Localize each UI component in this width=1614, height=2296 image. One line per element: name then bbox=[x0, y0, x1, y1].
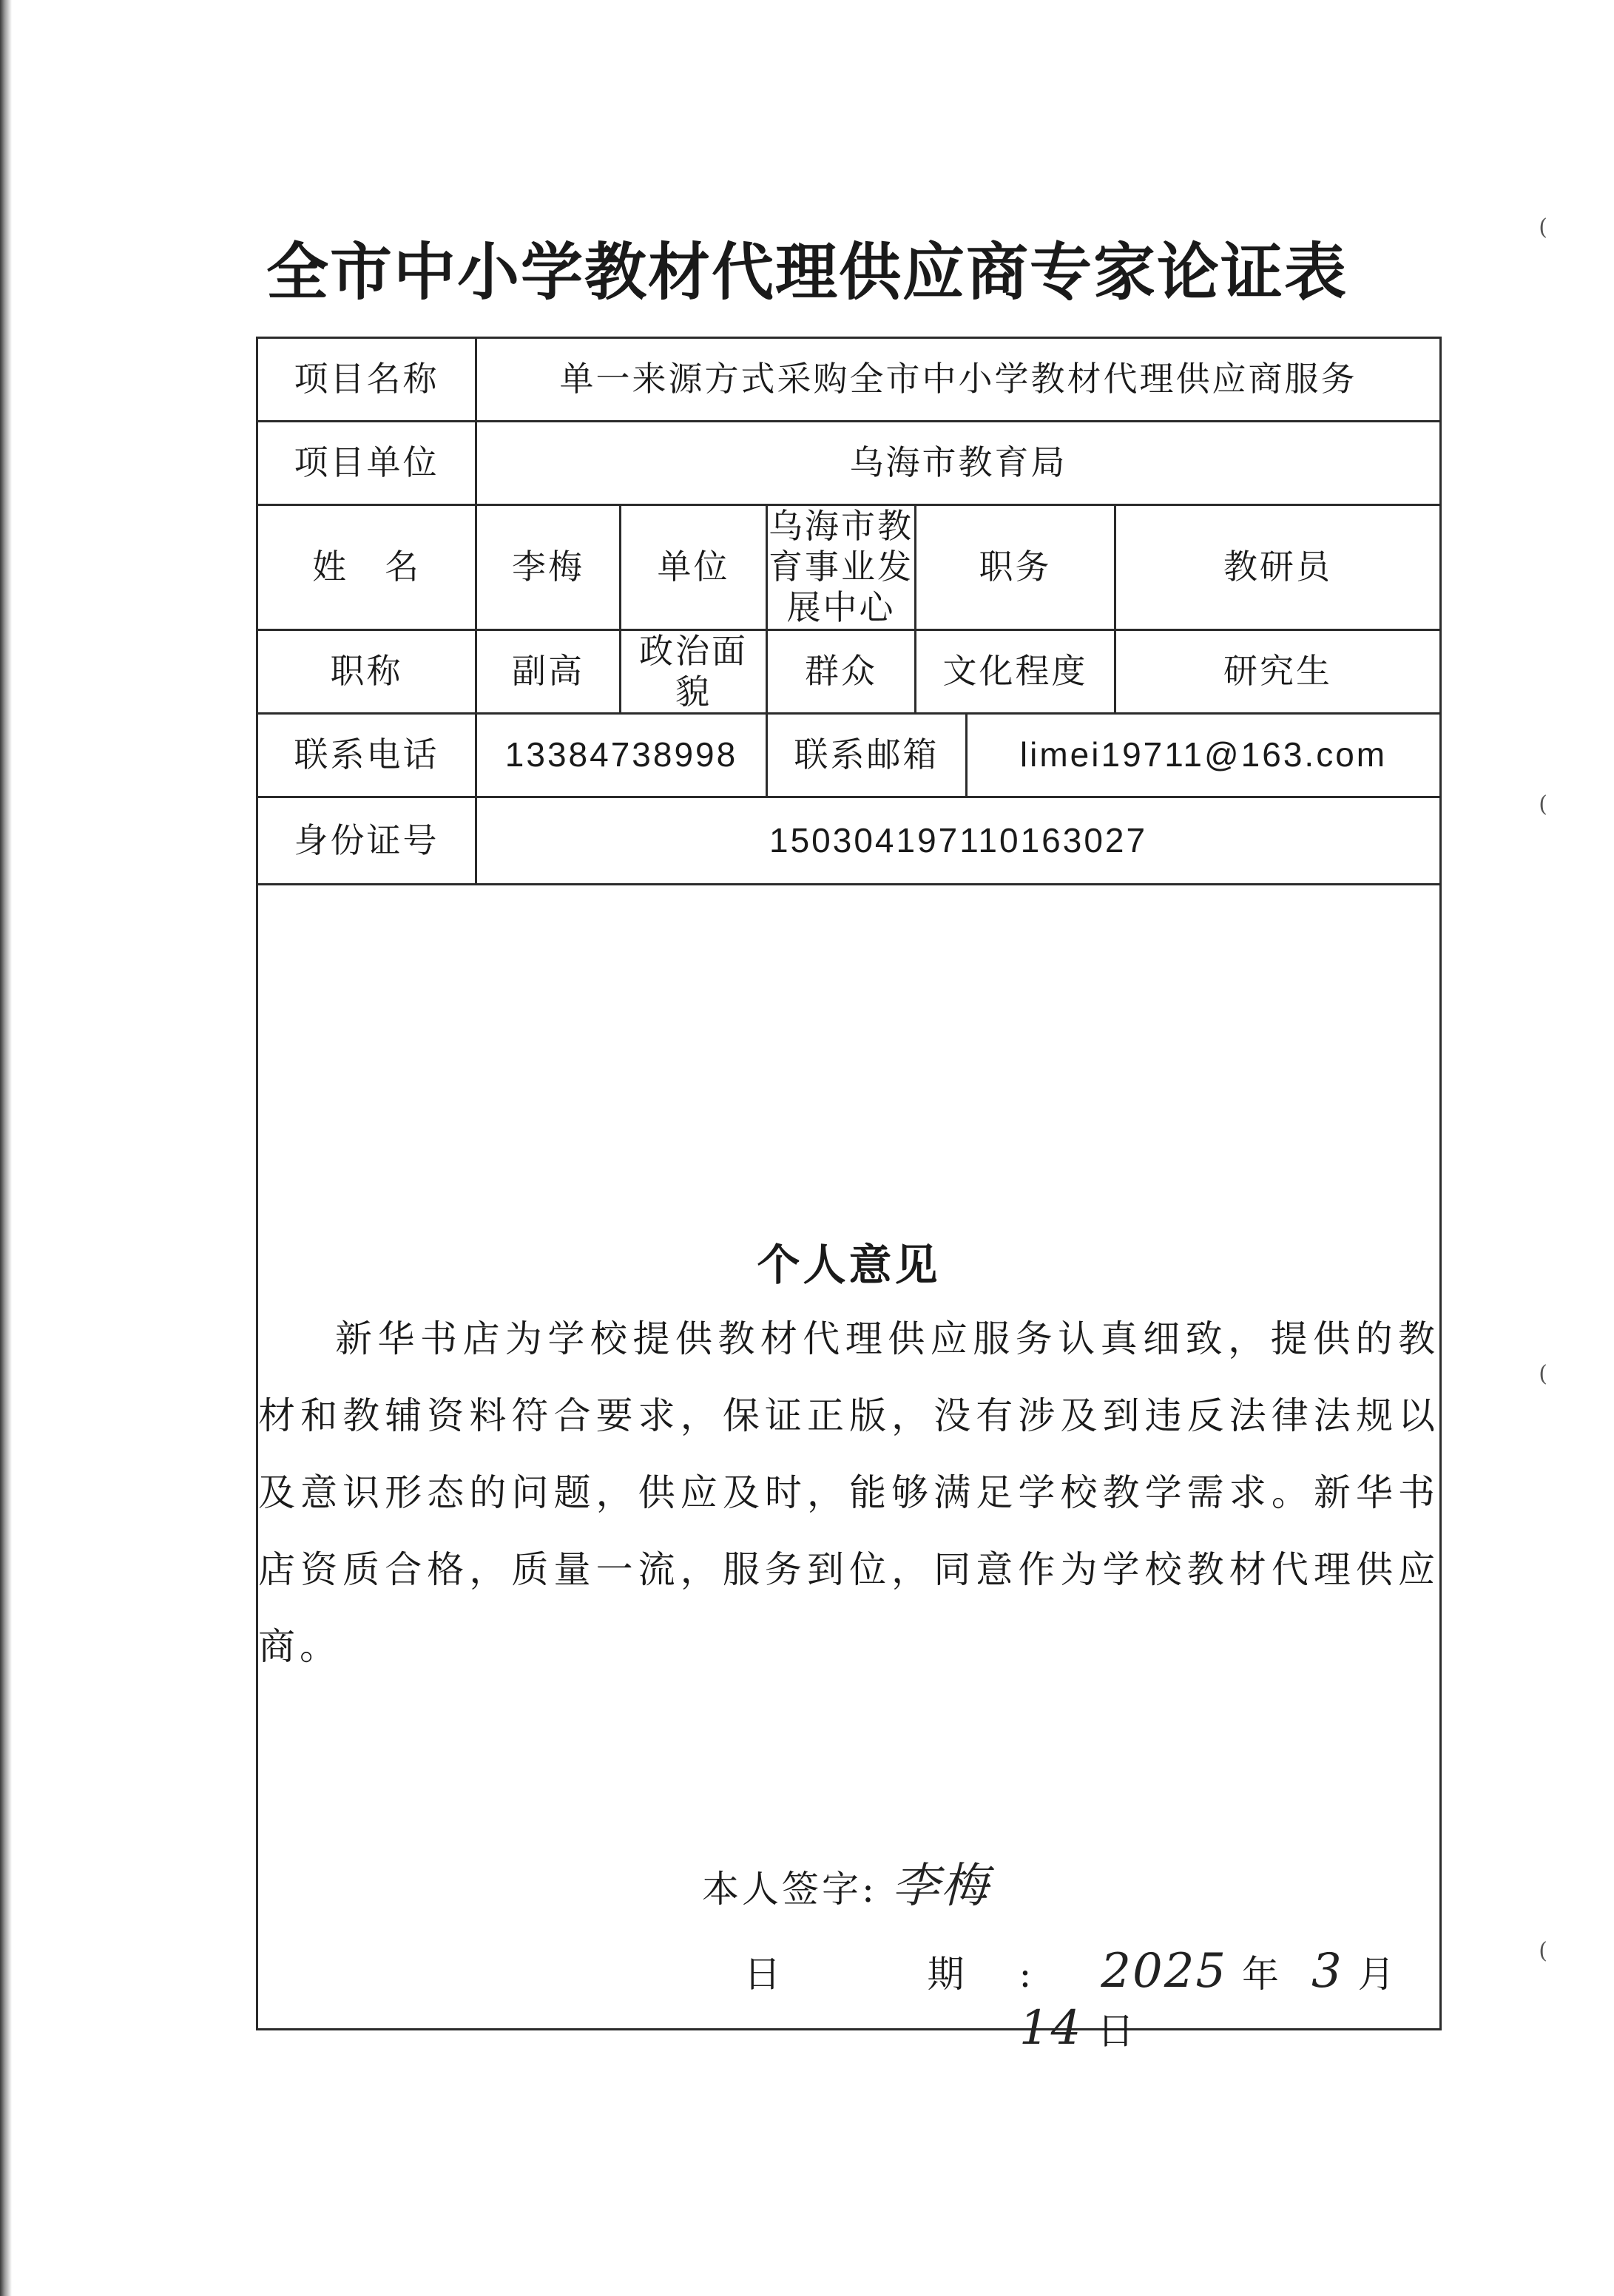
opinion-heading: 个人意见 bbox=[757, 1240, 941, 1291]
row-contact bbox=[257, 713, 1441, 797]
unit-label: 单位 bbox=[621, 505, 767, 630]
date-year-unit: 年 bbox=[1242, 1952, 1283, 1996]
project-unit-value: 乌海市教育局 bbox=[476, 422, 1441, 505]
email-value: limei19711@163.com bbox=[967, 713, 1441, 797]
document-title: 全市中小学教材代理供应商专家论证表 bbox=[266, 236, 1348, 308]
date-month: 3 bbox=[1311, 1943, 1343, 1999]
title-value: 副高 bbox=[476, 629, 621, 713]
email-label: 联系邮箱 bbox=[767, 713, 967, 797]
date-line bbox=[702, 1943, 1439, 2057]
unit-value: 乌海市教育事业发展中心 bbox=[767, 505, 916, 630]
education-value: 研究生 bbox=[1115, 629, 1441, 713]
row-project-name bbox=[257, 338, 1441, 422]
position-value: 教研员 bbox=[1115, 505, 1441, 630]
scan-mark: ( bbox=[1539, 1361, 1547, 1387]
id-value: 150304197110163027 bbox=[476, 797, 1441, 884]
date-month-unit: 月 bbox=[1357, 1952, 1398, 1996]
signature-label: 本人签字: bbox=[702, 1867, 877, 1911]
date-year: 2025 bbox=[1101, 1943, 1228, 1999]
row-title bbox=[257, 629, 1441, 713]
date-day: 14 bbox=[1019, 2000, 1083, 2056]
review-form-table bbox=[256, 337, 1442, 2056]
political-value: 群众 bbox=[767, 629, 916, 713]
scan-mark: ( bbox=[1539, 215, 1547, 240]
political-label: 政治面貌 bbox=[621, 629, 767, 713]
row-project-unit bbox=[257, 422, 1441, 505]
position-label: 职务 bbox=[916, 505, 1115, 630]
project-name-value: 单一来源方式采购全市中小学教材代理供应商服务 bbox=[476, 338, 1441, 422]
scan-mark: ( bbox=[1539, 791, 1547, 817]
name-value: 李梅 bbox=[476, 505, 621, 630]
scan-mark: ( bbox=[1539, 1938, 1547, 1964]
row-opinion bbox=[257, 884, 1441, 2029]
opinion-text: 新华书店为学校提供教材代理供应服务认真细致，提供的教材和教辅资料符合要求，保证正版，没有涉及到违反法律法规以及意识形态的问题，供应及时，能够满足学校教学需求。新华书店资质合格，质量一流，服务到位，同意作为学校教材代理供应商。 bbox=[258, 1317, 1440, 1669]
project-name-label: 项目名称 bbox=[257, 338, 476, 422]
signature-line bbox=[702, 1858, 990, 1915]
name-label: 姓 名 bbox=[257, 505, 476, 630]
date-day-unit: 日 bbox=[1097, 2009, 1138, 2053]
scan-edge-shadow bbox=[0, 0, 12, 2296]
project-unit-label: 项目单位 bbox=[257, 422, 476, 505]
opinion-cell bbox=[257, 884, 1441, 2056]
phone-value: 13384738998 bbox=[476, 713, 767, 797]
row-id bbox=[257, 797, 1441, 884]
id-label: 身份证号 bbox=[257, 797, 476, 884]
date-label: 日 期: bbox=[743, 1952, 1087, 1996]
row-name bbox=[257, 505, 1441, 630]
education-label: 文化程度 bbox=[916, 629, 1115, 713]
handwritten-signature: 李梅 bbox=[891, 1858, 990, 1914]
phone-label: 联系电话 bbox=[257, 713, 476, 797]
title-label: 职称 bbox=[257, 629, 476, 713]
